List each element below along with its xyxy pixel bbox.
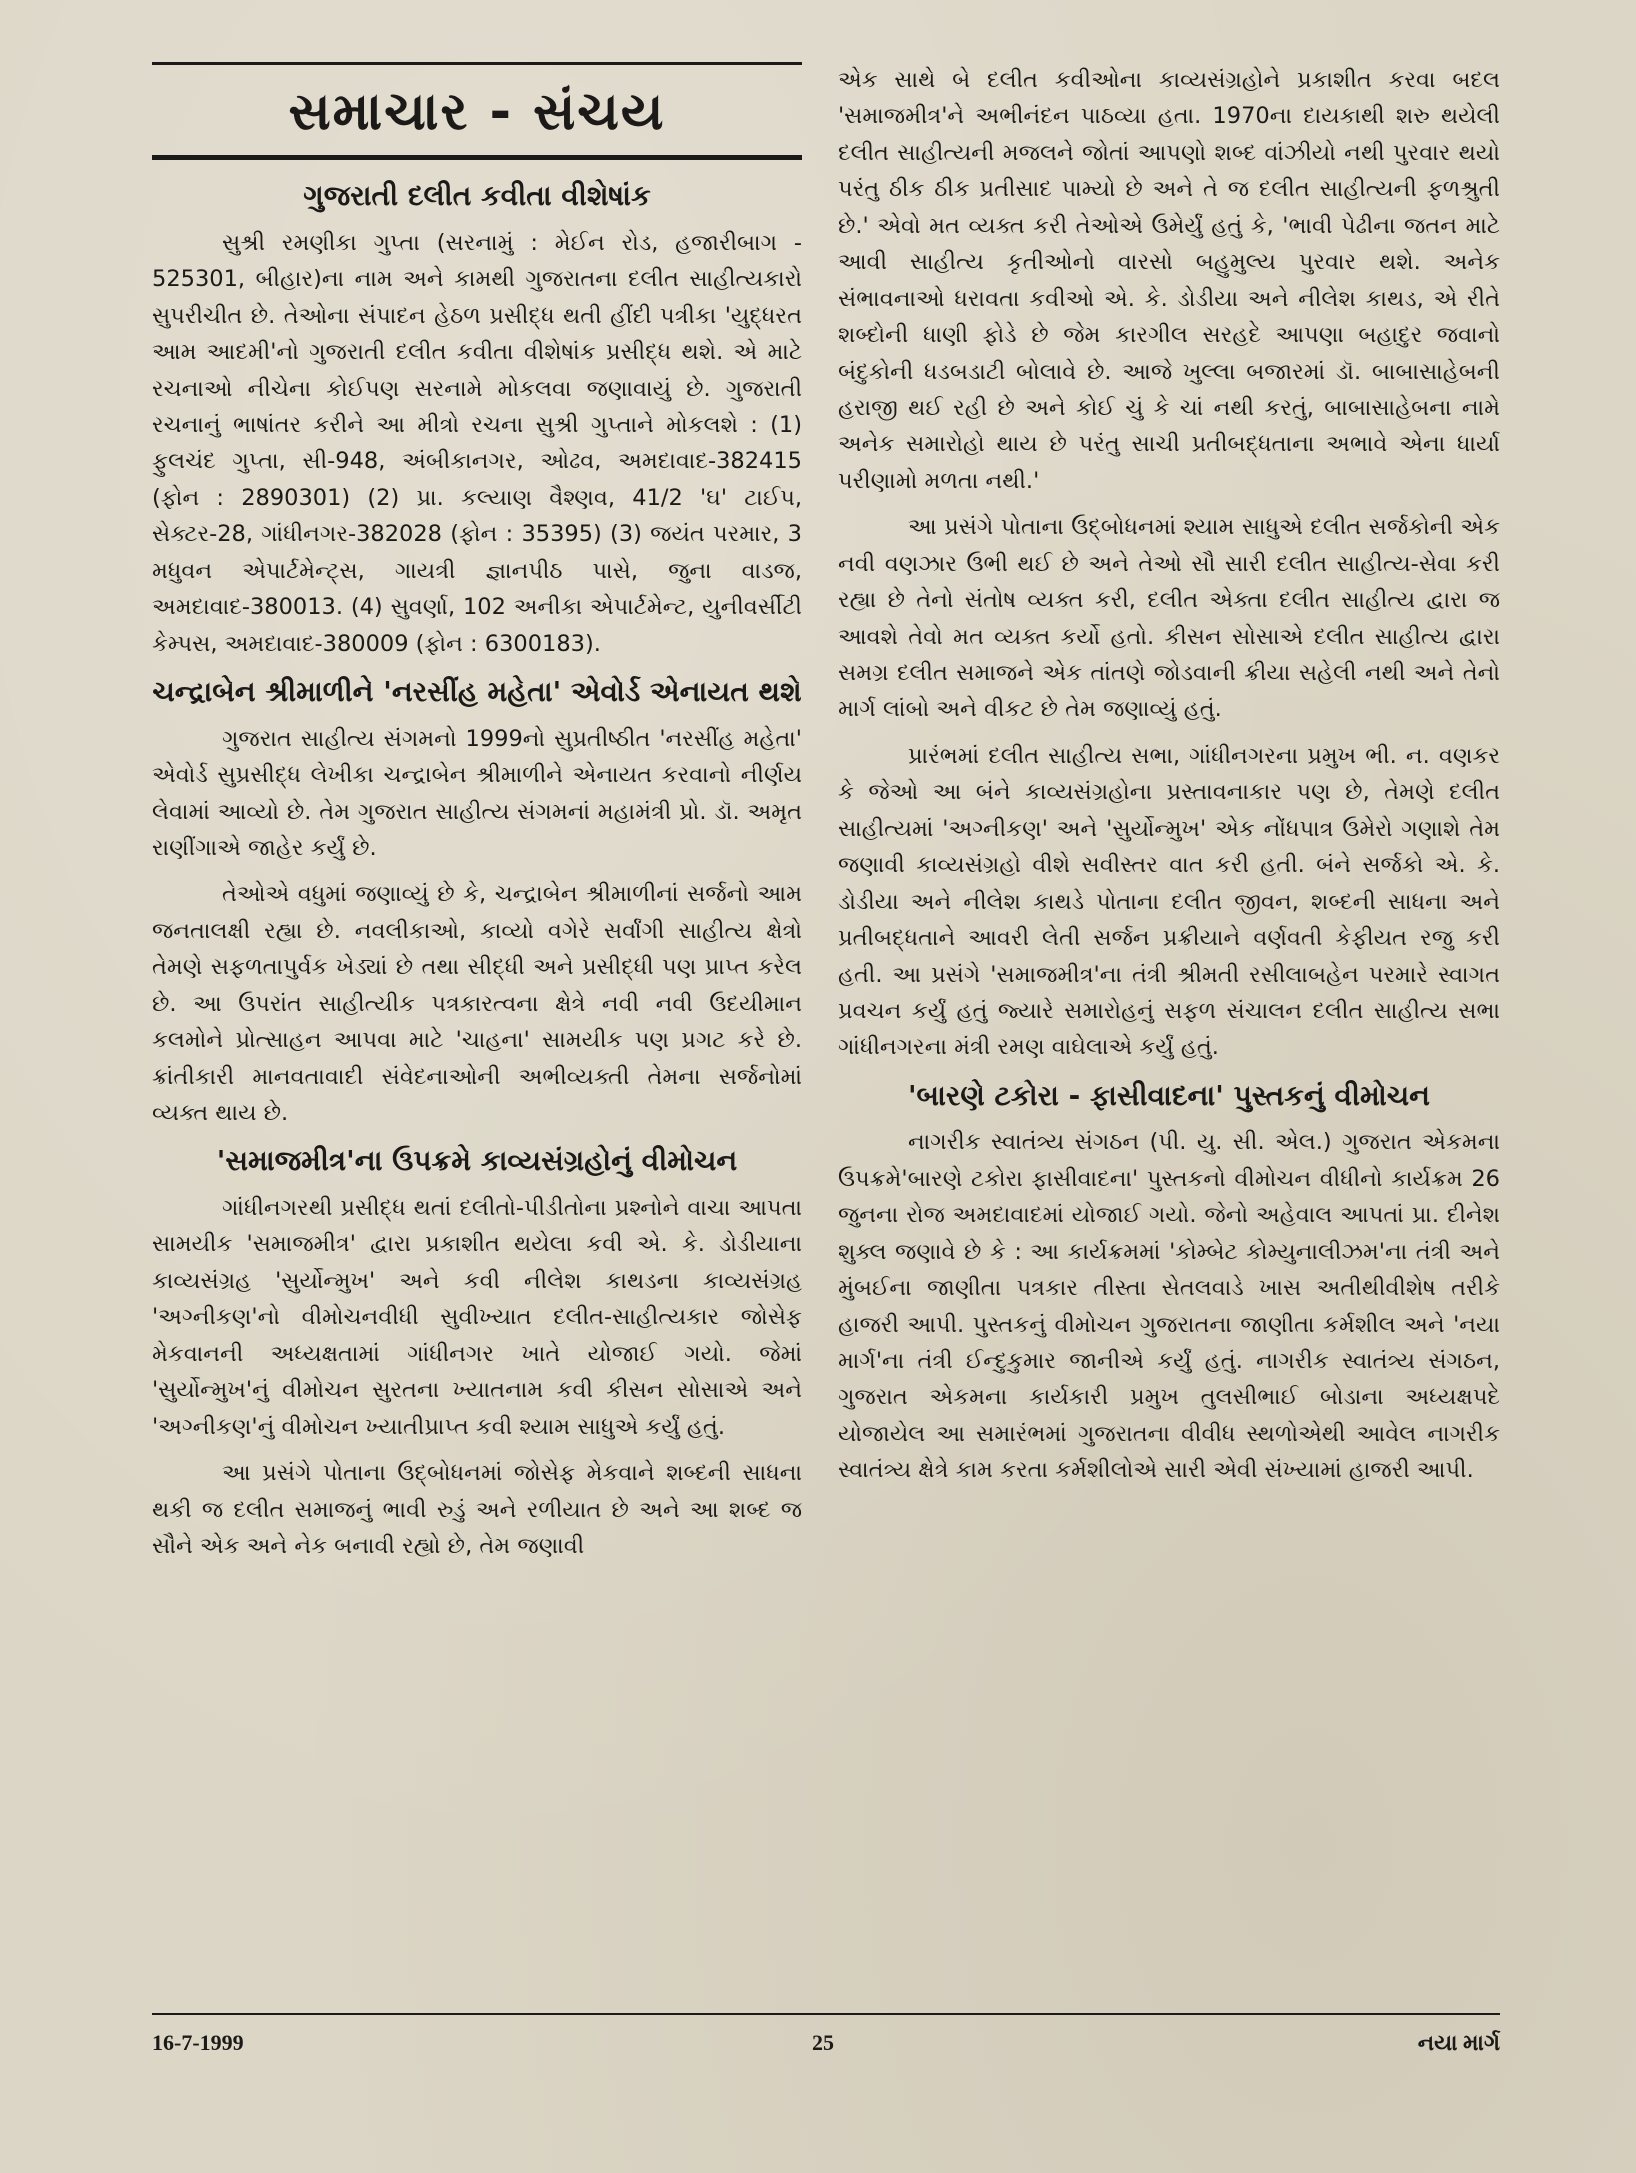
paragraph-dalit-poetry-special: સુશ્રી રમણીકા ગુપ્તા (સરનામું : મેઈન રોડ, હજારીબાગ - 525301, બીહાર)ના નામ અને કામથી ગુજરાતના દલીત સાહીત્યકારો સુપરીચીત છે. તેઓના સંપાદન હેઠળ પ્રસીદ્ધ થતી હીંદી પત્રીકા 'યુદ્ધરત આમ આદમી'નો ગુજરાતી દલીત કવીતા વીશેષાંક પ્રસીદ્ધ થશે. એ માટે રચનાઓ નીચેના કોઈપણ સરનામે મોકલવા જણાવાયું છે. ગુજરાતી રચનાનું ભાષાંતર કરીને આ મીત્રો રચના સુશ્રી ગુપ્તાને મોકલશે : (1) ફુલચંદ ગુપ્તા, સી-948, અંબીકાનગર, ઓઢવ, અમદાવાદ-382415 (ફોન : 2890301) (2) પ્રા. કલ્યાણ વૈશ્ણવ, 41/2 'ઘ' ટાઈપ, સેક્ટર-28, ગાંધીનગર-382028 (ફોન : 35395) (3) જયંત પરમાર, 3 મધુવન એપાર્ટમેન્ટ્સ, ગાયત્રી જ્ઞાનપીઠ પાસે, જુના વાડજ, અમદાવાદ-380013. (4) સુવર્ણા, 102 અનીકા એપાર્ટમેન્ટ, યુનીવર્સીટી કેમ્પસ, અમદાવાદ-380009 (ફોન : 6300183). (152, 229, 802, 657)
paragraph-barane-takora: નાગરીક સ્વાતંત્ર્ય સંગઠન (પી. યુ. સી. એલ.) ગુજરાત એકમના ઉપક્રમે'બારણે ટકોરા ફાસીવાદના' પુસ્તકનો વીમોચન વીધીનો કાર્યક્રમ 26 જુનના રોજ અમદાવાદમાં યોજાઈ ગયો. જેનો અહેવાલ આપતાં પ્રા. દીનેશ શુક્લ જણાવે છે કે : આ કાર્યક્રમમાં 'કોમ્બેટ કોમ્યુનાલીઝમ'ના તંત્રી અને મુંબઈના જાણીતા પત્રકાર તીસ્તા સેતલવાડે ખાસ અતીથીવીશેષ તરીકે હાજરી આપી. પુસ્તકનું વીમોચન ગુજરાતના જાણીતા કર્મશીલ અને 'નયા માર્ગ'ના તંત્રી ઈન્દુકુમાર જાનીએ કર્યું હતું. નાગરીક સ્વાતંત્ર્ય સંગઠન, ગુજરાત એકમના કાર્યકારી પ્રમુખ તુલસીભાઈ બોડાના અધ્યક્ષપદે યોજાયેલ આ સમારંભમાં ગુજરાતના વીવીધ સ્થળોએથી આવેલ નાગરીક સ્વાતંત્ર્ય ક્ષેત્રે કામ કરતા કર્મશીલોએ સારી એવી સંખ્યામાં હાજરી આપી. (838, 1129, 1500, 1484)
heading-dalit-poetry-special: ગુજરાતી દલીત કવીતા વીશેષાંક (303, 179, 651, 213)
masthead-bottom-rule (152, 155, 802, 160)
paragraph-samajmitra-4: આ પ્રસંગે પોતાના ઉદ્બોધનમાં શ્યામ સાધુએ દલીત સર્જકોની એક નવી વણઝાર ઉભી થઈ છે અને તેઓ સૌ સારી દલીત સાહીત્ય-સેવા કરી રહ્યા છે તેનો સંતોષ વ્યક્ત કરી, દલીત એક્તા દલીત સાહીત્ય દ્વારા જ આવશે તેવો મત વ્યક્ત કર્યો હતો. કીસન સોસાએ દલીત સાહીત્ય દ્વારા સમગ્ર દલીત સમાજને એક તાંતણે જોડવાની ક્રીયા સહેલી નથી અને તેનો માર્ગ લાંબો અને વીકટ છે તેમ જણાવ્યું હતું. (838, 514, 1500, 723)
left-column (152, 62, 802, 1574)
footer-page-number: 25 (812, 2030, 834, 2055)
paragraph-samajmitra-2: આ પ્રસંગે પોતાના ઉદ્બોધનમાં જોસેફ મેકવાને શબ્દની સાધના થકી જ દલીત સમાજનું ભાવી રુડું અને રળીયાત છે અને આ શબ્દ જ સૌને એક અને નેક બનાવી રહ્યો છે, તેમ જણાવી (152, 1460, 802, 1559)
footer-rule (152, 2013, 1500, 2015)
footer-magazine-name: નયા માર્ગ (1417, 2030, 1500, 2055)
footer-date: 16-7-1999 (152, 2030, 244, 2055)
paragraph-samajmitra-1: ગાંધીનગરથી પ્રસીદ્ધ થતાં દલીતો-પીડીતોના પ્રશ્નોને વાચા આપતા સામયીક 'સમાજમીત્ર' દ્વારા પ્રકાશીત થયેલા કવી એ. કે. ડોડીયાના કાવ્યસંગ્રહ 'સુર્યોન્મુખ' અને કવી નીલેશ કાથડના કાવ્યસંગ્રહ 'અગ્નીકણ'નો વીમોચનવીધી સુવીખ્યાત દલીત-સાહીત્યકાર જોસેફ મેકવાનની અધ્યક્ષતામાં ગાંધીનગર ખાતે યોજાઈ ગયો. જેમાં 'સુર્યોન્મુખ'નું વીમોચન સુરતના ખ્યાતનામ કવી કીસન સોસાએ અને 'અગ્નીકણ'નું વીમોચન ખ્યાતીપ્રાપ્ત કવી શ્યામ સાધુએ કર્યું હતું. (152, 1195, 802, 1440)
right-column (838, 62, 1500, 1499)
paragraph-samajmitra-5: પ્રારંભમાં દલીત સાહીત્ય સભા, ગાંધીનગરના પ્રમુખ ભી. ન. વણકર કે જેઓ આ બંને કાવ્યસંગ્રહોના પ્રસ્તાવનાકાર પણ છે, તેમણે દલીત સાહીત્યમાં 'અગ્નીકણ' અને 'સુર્યોન્મુખ' એક નોંધપાત્ર ઉમેરો ગણાશે તેમ જણાવી કાવ્યસંગ્રહો વીશે સવીસ્તર વાત કરી હતી. બંને સર્જકો એ. કે. ડોડીયા અને નીલેશ કાથડે પોતાના દલીત જીવન, શબ્દની સાધના અને પ્રતીબદ્ધતાને આવરી લેતી સર્જન પ્રક્રીયાને વર્ણવતી કેફીયત રજુ કરી હતી. આ પ્રસંગે 'સમાજમીત્ર'ના તંત્રી શ્રીમતી રસીલાબહેન પરમારે સ્વાગત પ્રવચન કર્યું હતું જ્યારે સમારોહનું સફળ સંચાલન દલીત સાહીત્ય સભા ગાંધીનગરના મંત્રી રમણ વાઘેલાએ કર્યું હતું. (838, 742, 1500, 1061)
paragraph-samajmitra-3: એક સાથે બે દલીત કવીઓના કાવ્યસંગ્રહોને પ્રકાશીત કરવા બદલ 'સમાજમીત્ર'ને અભીનંદન પાઠવ્યા હતા. 1970ના દાયકાથી શરુ થયેલી દલીત સાહીત્યની મજલને જોતાં આપણો શબ્દ વાંઝીયો નથી પુરવાર થયો પરંતુ ઠીક ઠીક પ્રતીસાદ પામ્યો છે અને તે જ દલીત સાહીત્યની ફળશ્રુતી છે.' એવો મત વ્યક્ત કરી તેઓએ ઉમેર્યું હતું કે, 'ભાવી પેઢીના જતન માટે આવી સાહીત્ય કૃતીઓનો વારસો બહુમુલ્ય પુરવાર થશે. અનેક સંભાવનાઓ ધરાવતા કવીઓ એ. કે. ડોડીયા અને નીલેશ કાથડ, એ રીતે શબ્દોની ધાણી ફોડે છે જેમ કારગીલ સરહદે આપણા બહાદુર જવાનો બંદુકોની ધડબડાટી બોલાવે છે. આજે ખુલ્લા બજારમાં ડૉ. બાબાસાહેબની હરાજી થઈ રહી છે અને કોઈ ચું કે ચાં નથી કરતું, બાબાસાહેબના નામે અનેક સમારોહો થાય છે પરંતુ સાચી પ્રતીબદ્ધતાના અભાવે એના ધાર્યા પરીણામો મળતા નથી.' (838, 67, 1500, 494)
paragraph-award-2: તેઓએ વધુમાં જણાવ્યું છે કે, ચન્દ્રાબેન શ્રીમાળીનાં સર્જનો આમ જનતાલક્ષી રહ્યા છે. નવલીકાઓ, કાવ્યો વગેરે સર્વાંગી સાહીત્ય ક્ષેત્રો તેમણે સફળતાપુર્વક ખેડ્યાં છે તથા સીદ્ધી અને પ્રસીદ્ધી પણ પ્રાપ્ત કરેલ છે. આ ઉપરાંત સાહીત્યીક પત્રકારત્વના ક્ષેત્રે નવી નવી ઉદયીમાન કલમોને પ્રોત્સાહન આપવા માટે 'ચાહના' સામયીક પણ પ્રગટ કરે છે. ક્રાંતીકારી માનવતાવાદી સંવેદનાઓની અભીવ્યક્તી તેમના સર્જનોમાં વ્યક્ત થાય છે. (152, 881, 802, 1126)
heading-samajmitra-release: 'સમાજમીત્ર'ના ઉપક્રમે કાવ્યસંગ્રહોનું વીમોચન (216, 1144, 738, 1178)
heading-narsinh-mehta-award: ચન્દ્રાબેન શ્રીમાળીને 'નરસીંહ મહેતા' એવોર્ડ એનાયત થશે (152, 675, 802, 709)
heading-barane-takora: 'બારણે ટકોરા - ફાસીવાદના' પુસ્તકનું વીમોચન (907, 1078, 1431, 1112)
masthead-title: સમાચાર - સંચય (288, 82, 666, 142)
masthead-top-rule (152, 62, 802, 65)
paragraph-award-1: ગુજરાત સાહીત્ય સંગમનો 1999નો સુપ્રતીષ્ઠીત 'નરસીંહ મહેતા' એવોર્ડ સુપ્રસીદ્ધ લેખીકા ચન્દ્રાબેન શ્રીમાળીને એનાયત કરવાનો નીર્ણય લેવામાં આવ્યો છે. તેમ ગુજરાત સાહીત્ય સંગમનાં મહામંત્રી પ્રો. ડૉ. અમૃત રાણીંગાએ જાહેર કર્યું છે. (152, 725, 802, 861)
